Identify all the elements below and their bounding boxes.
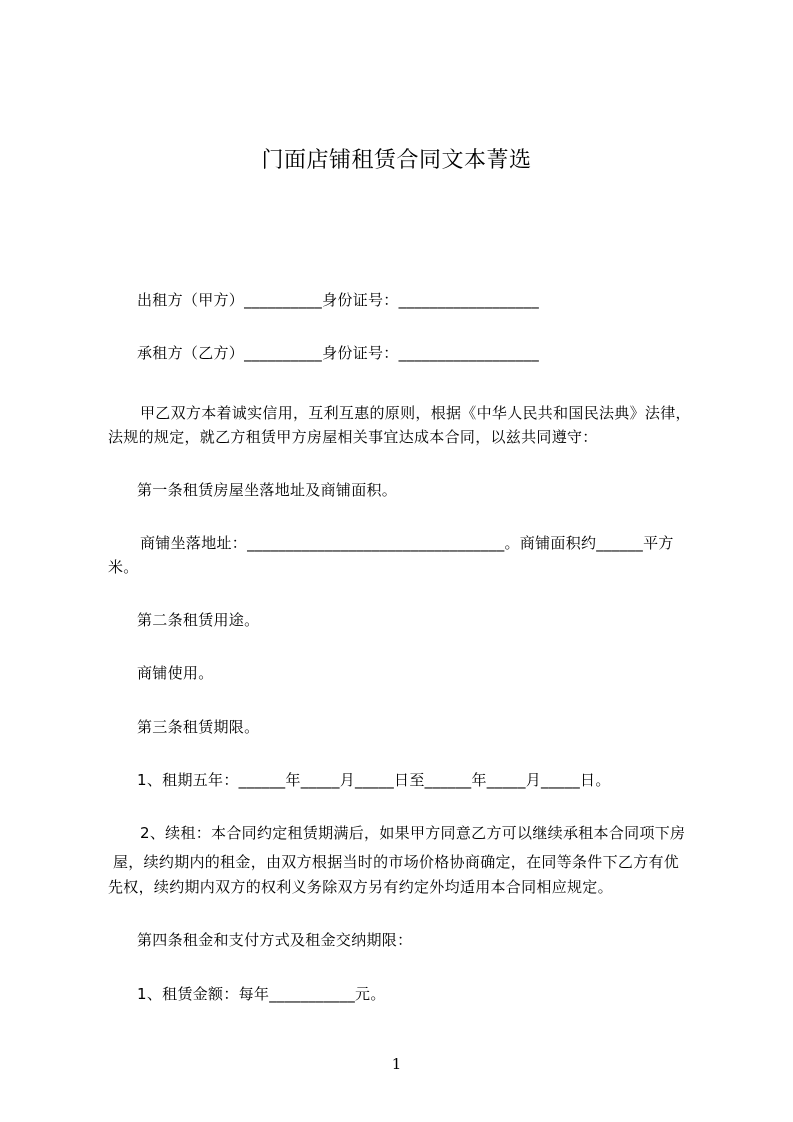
- article-2-heading: 第二条租赁用途。: [137, 611, 260, 629]
- term-line: 1、租期五年：______年_____月_____日至______年_____月_____日。: [137, 771, 611, 789]
- renewal-line-3: 先权，续约期内双方的权利义务除双方另有约定外均适用本合同相应规定。: [108, 878, 613, 896]
- preamble-line-1: 甲乙双方本着诚实信用，互利互惠的原则，根据《中华人民共和国民法典》法律，: [140, 404, 691, 422]
- usage-text: 商铺使用。: [137, 664, 214, 682]
- article-4-heading: 第四条租金和支付方式及租金交纳期限：: [137, 931, 413, 949]
- article-1-heading: 第一条租赁房屋坐落地址及商铺面积。: [137, 481, 398, 499]
- preamble-line-2: 法规的规定，就乙方租赁甲方房屋相关事宜达成本合同，以兹共同遵守：: [108, 428, 598, 446]
- renewal-line-2: 屋，续约期内的租金，由双方根据当时的市场价格协商确定，在同等条件下乙方有优: [113, 853, 680, 871]
- address-line-1: 商铺坐落地址：_________________________________。商铺面积约______平方: [140, 534, 674, 552]
- renewal-line-1: 2、续租：本合同约定租赁期满后，如果甲方同意乙方可以继续承租本合同项下房: [140, 824, 686, 842]
- article-3-heading: 第三条租赁期限。: [137, 718, 260, 736]
- rent-amount-line: 1、租赁金额：每年___________元。: [137, 985, 386, 1003]
- page-number: 1: [391, 1055, 402, 1073]
- lessor-line: 出租方（甲方）__________身份证号：__________________: [137, 291, 540, 309]
- address-line-2: 米。: [108, 558, 139, 576]
- lessee-line: 承租方（乙方）__________身份证号：__________________: [137, 344, 540, 362]
- document-title: 门面店铺租赁合同文本菁选: [261, 148, 532, 173]
